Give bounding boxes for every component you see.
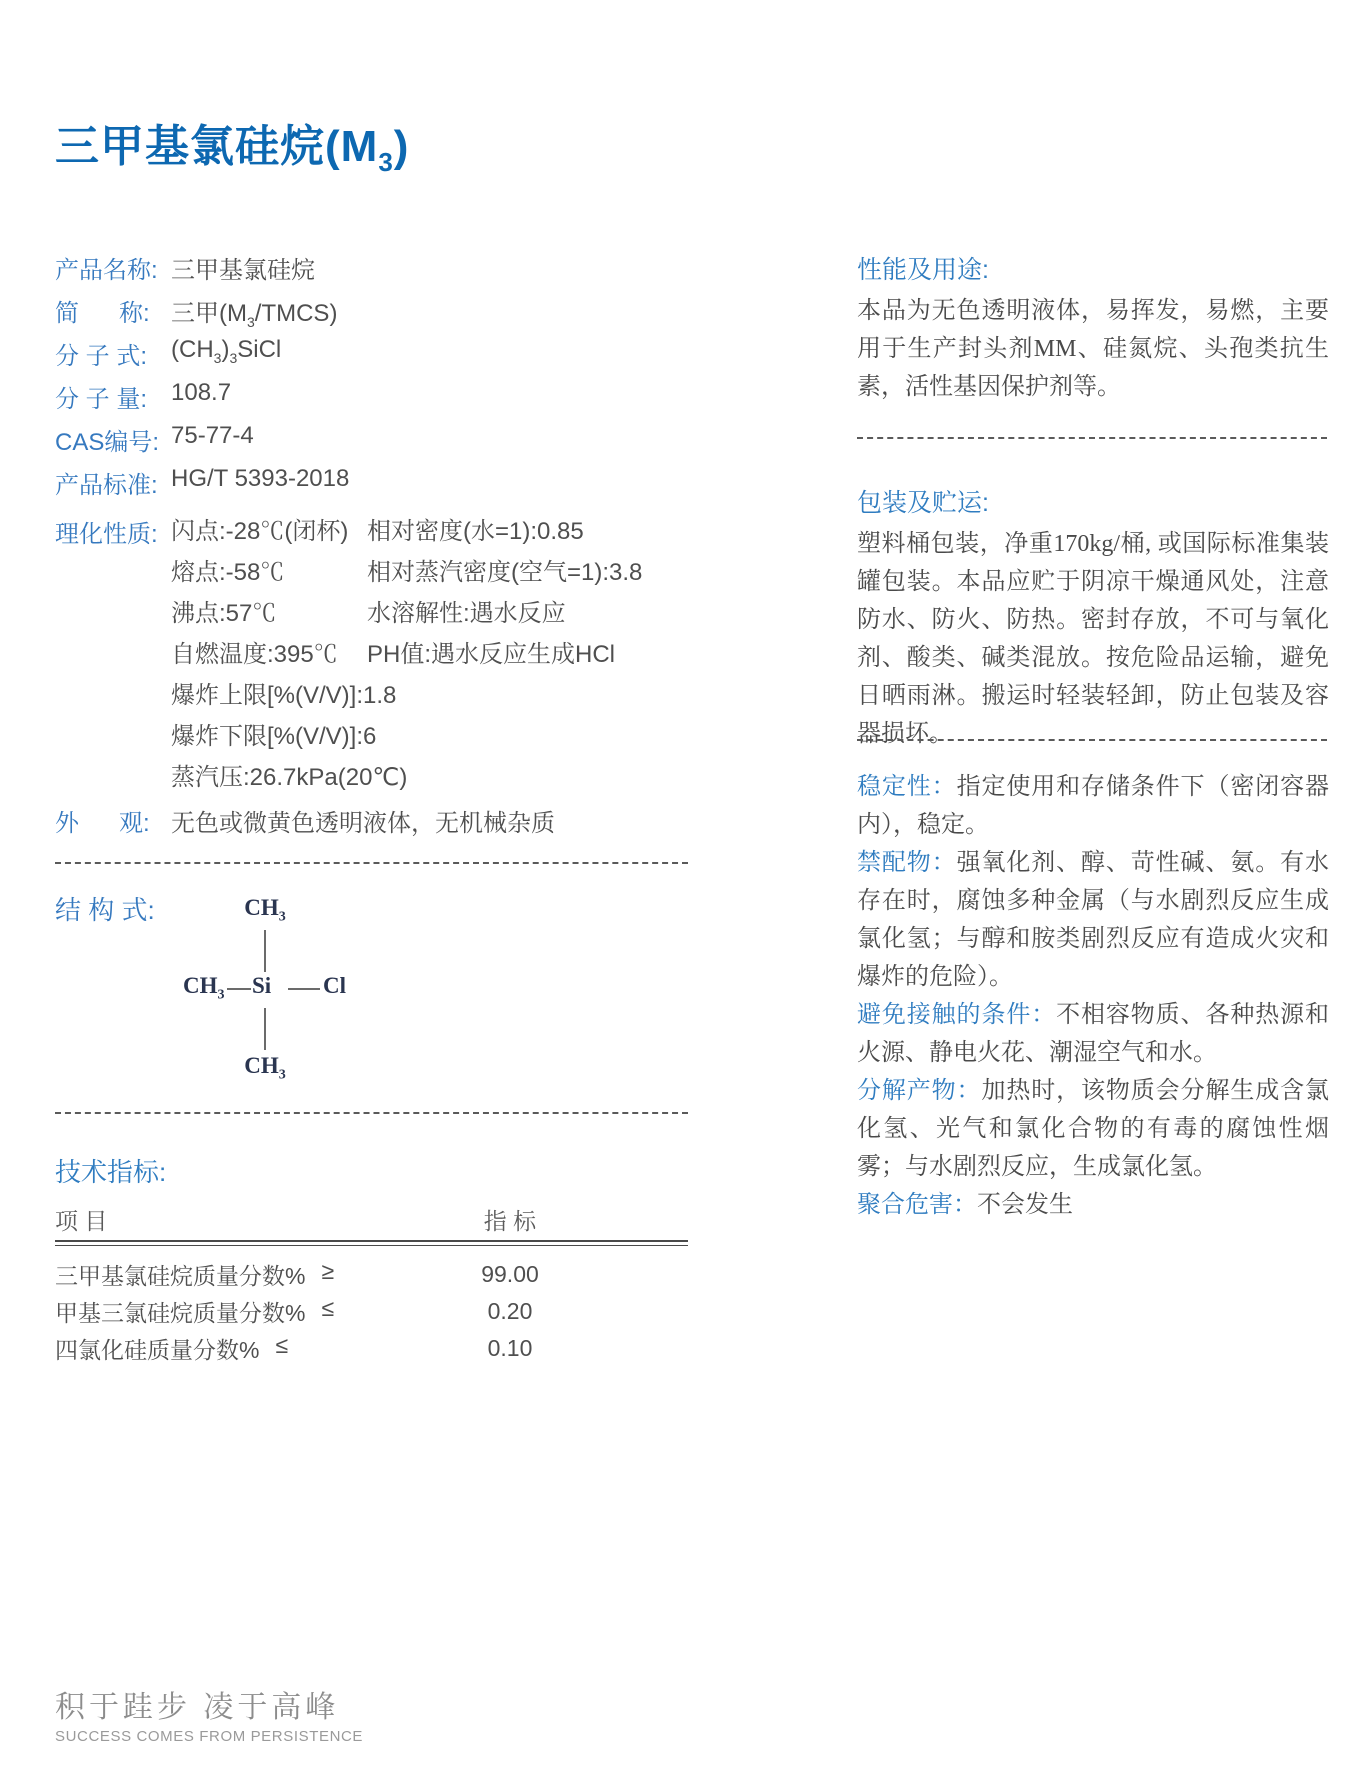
tech-row-value: 0.10 xyxy=(487,1335,533,1361)
phys-row xyxy=(55,549,705,590)
info-row-short-name xyxy=(55,293,705,336)
slogan-chinese: 积于跬步 凌于高峰 xyxy=(55,1691,340,1724)
section-packaging xyxy=(857,483,1329,753)
info-row-appearance xyxy=(55,803,705,846)
info-row-standard xyxy=(55,465,705,508)
phys-row xyxy=(55,590,705,631)
appearance-label: 外 观: xyxy=(55,810,150,837)
short-name-label: 简 称: xyxy=(55,300,150,327)
phys-explosion-upper-limit: 爆炸上限[%(V/V)]:1.8 xyxy=(171,682,397,709)
tech-table-body xyxy=(55,1256,688,1367)
tech-table-header xyxy=(55,1203,688,1236)
bond-vertical-bottom xyxy=(264,1008,266,1050)
ch-sub: 3 xyxy=(217,987,225,1003)
safety-item-conditions-to-avoid xyxy=(857,996,1329,1072)
tech-col-value: 指 标 xyxy=(483,1208,537,1234)
cas-value: 75-77-4 xyxy=(171,422,254,449)
ch-sub: 3 xyxy=(278,909,286,925)
structure-cl: Cl xyxy=(323,973,346,998)
formula-p1: (CH xyxy=(171,336,214,363)
short-name-sub: 3 xyxy=(246,313,255,330)
molecular-formula-value xyxy=(171,336,281,366)
performance-title: 性能及用途: xyxy=(857,256,989,284)
phys-autoignition-temp: 自燃温度:395℃ xyxy=(171,641,338,668)
appearance-value: 无色或微黄色透明液体，无机械杂质 xyxy=(171,810,555,837)
ch-text: CH xyxy=(183,973,218,998)
bond-horizontal-right xyxy=(288,988,320,990)
safety-item-stability xyxy=(857,768,1329,844)
phys-chem-properties xyxy=(55,508,705,795)
short-name-post: /TMCS) xyxy=(254,300,338,327)
safety-text: 强氧化剂、醇、苛性碱、氨。有水存在时，腐蚀多种金属（与水剧烈反应生成氯化氢；与醇和胺类剧烈反应有造成火灾和爆炸的危险）。 xyxy=(857,850,1330,990)
info-row-molecular-formula xyxy=(55,336,705,379)
safety-text: 指定使用和存储条件下（密闭容器内），稳定。 xyxy=(857,774,1330,838)
bond-horizontal-left xyxy=(227,988,251,990)
title-subscript: 3 xyxy=(378,146,394,177)
page-title xyxy=(55,110,409,178)
phys-row xyxy=(55,754,705,795)
safety-item-polymerization-hazard xyxy=(857,1186,1329,1224)
cas-label: CAS编号: xyxy=(55,429,160,456)
phys-water-solubility: 水溶解性:遇水反应 xyxy=(367,600,566,627)
safety-text: 不会发生 xyxy=(977,1192,1073,1218)
safety-label: 分解产物： xyxy=(857,1077,982,1104)
safety-label: 稳定性： xyxy=(857,773,957,800)
structure-si: Si xyxy=(252,973,272,998)
safety-text: 加热时，该物质会分解生成含氯化氢、光气和氯化合物的有毒的腐蚀性烟雾；与水剧烈反应，生成氯化氢。 xyxy=(857,1078,1330,1180)
phys-explosion-lower-limit: 爆炸下限[%(V/V)]:6 xyxy=(171,723,377,750)
info-row-molecular-weight xyxy=(55,379,705,422)
structure-ch3-top xyxy=(235,895,295,926)
product-name-label: 产品名称: xyxy=(55,257,158,284)
molecular-weight-value: 108.7 xyxy=(171,379,232,406)
packaging-body: 塑料桶包装，净重170kg/桶, 或国际标准集装罐包装。本品应贮于阴凉干燥通风处，注意防水、防火、防热。密封存放，不可与氧化剂、酸类、碱类混放。按危险品运输，避免日晒雨淋。搬运时轻装轻卸，防止包装及容器损坏。 xyxy=(857,531,1329,747)
tech-row-operator: ≤ xyxy=(321,1295,335,1321)
divider-left-2 xyxy=(55,1112,688,1114)
info-row-cas xyxy=(55,422,705,465)
safety-item-incompatibles xyxy=(857,844,1329,996)
table-row xyxy=(55,1330,688,1367)
slogan-english: SUCCESS COMES FROM PERSISTENCE xyxy=(55,1728,364,1745)
formula-p2: ) xyxy=(221,336,230,363)
formula-p3: SiCl xyxy=(237,336,282,363)
tech-indicators-heading: 技术指标: xyxy=(55,1157,167,1187)
ch-sub: 3 xyxy=(278,1067,286,1083)
divider-right-1 xyxy=(857,437,1327,439)
section-safety xyxy=(857,768,1329,1224)
phys-ph-value: PH值:遇水反应生成HCl xyxy=(367,641,616,668)
performance-body: 本品为无色透明液体，易挥发，易燃，主要用于生产封头剂MM、硅氮烷、头孢类抗生素，活性基因保护剂等。 xyxy=(857,298,1329,400)
structure-ch3-left xyxy=(183,973,225,1004)
formula-s2: 3 xyxy=(229,349,238,366)
tech-row-operator: ≥ xyxy=(321,1258,335,1284)
divider-right-2 xyxy=(857,739,1327,741)
ch-text: CH xyxy=(244,1053,279,1078)
safety-label: 聚合危害： xyxy=(857,1191,977,1218)
standard-value: HG/T 5393-2018 xyxy=(171,465,350,492)
phys-flash-point: 闪点:-28℃(闭杯) xyxy=(171,518,349,545)
phys-boiling-point: 沸点:57℃ xyxy=(171,600,277,627)
table-row xyxy=(55,1293,688,1330)
standard-label: 产品标准: xyxy=(55,472,158,499)
tech-row-item: 四氯化硅质量分数% xyxy=(55,1337,260,1363)
phys-relative-density: 相对密度(水=1):0.85 xyxy=(367,518,584,545)
phys-vapor-density: 相对蒸汽密度(空气=1):3.8 xyxy=(367,559,643,586)
safety-text: 不相容物质、各种热源和火源、静电火花、潮湿空气和水。 xyxy=(857,1002,1330,1066)
safety-label: 避免接触的条件： xyxy=(857,1001,1057,1028)
molecular-weight-label: 分 子 量: xyxy=(55,386,148,413)
tech-col-item: 项 目 xyxy=(55,1208,108,1234)
tech-row-item: 甲基三氯硅烷质量分数% xyxy=(55,1300,306,1326)
ch-text: CH xyxy=(244,895,279,920)
phys-row xyxy=(55,631,705,672)
phys-row xyxy=(55,672,705,713)
phys-row xyxy=(55,713,705,754)
product-name-value: 三甲基氯硅烷 xyxy=(171,257,315,284)
packaging-title: 包装及贮运: xyxy=(857,489,989,517)
footer-slogan xyxy=(55,1682,363,1745)
tech-row-item: 三甲基氯硅烷质量分数% xyxy=(55,1263,306,1289)
section-performance xyxy=(857,250,1329,406)
info-row-product-name xyxy=(55,250,705,293)
title-main: 三甲基氯硅烷(M xyxy=(55,122,379,171)
safety-item-decomposition-products xyxy=(857,1072,1329,1186)
product-info-block xyxy=(55,250,705,846)
structure-ch3-bottom xyxy=(235,1053,295,1084)
safety-label: 禁配物： xyxy=(857,849,957,876)
tech-row-value: 0.20 xyxy=(487,1298,533,1324)
phys-vapor-pressure: 蒸汽压:26.7kPa(20℃) xyxy=(171,764,408,791)
table-row xyxy=(55,1256,688,1293)
bond-vertical-top xyxy=(264,930,266,972)
title-close: ) xyxy=(393,122,410,171)
short-name-pre: 三甲(M xyxy=(171,300,247,327)
divider-left-1 xyxy=(55,862,688,864)
formula-s1: 3 xyxy=(213,349,222,366)
tech-row-operator: ≤ xyxy=(275,1332,289,1358)
molecular-formula-label: 分 子 式: xyxy=(55,343,148,370)
phys-chem-label: 理化性质: xyxy=(55,521,158,548)
tech-table-double-rule xyxy=(55,1240,688,1246)
phys-melting-point: 熔点:-58℃ xyxy=(171,559,285,586)
structure-label: 结 构 式: xyxy=(55,895,155,925)
short-name-value xyxy=(171,293,337,330)
tech-row-value: 99.00 xyxy=(481,1261,539,1287)
